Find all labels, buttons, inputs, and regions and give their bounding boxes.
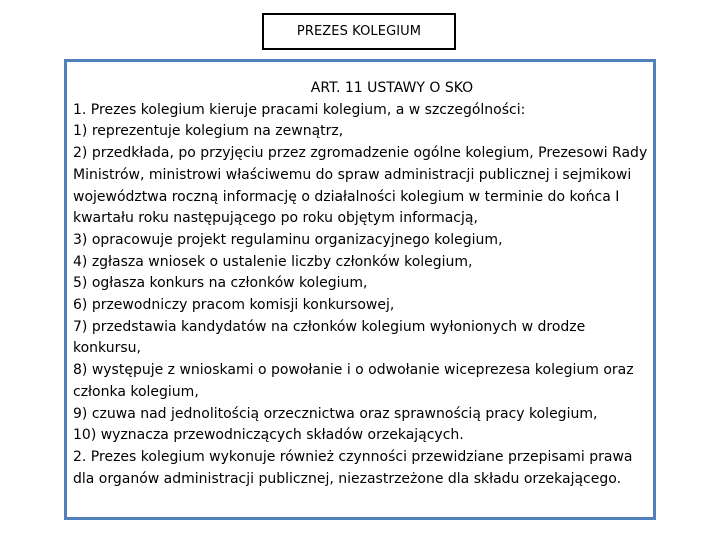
item-3: 3) opracowuje projekt regulaminu organizacyjnego kolegium,	[73, 231, 503, 248]
item-2: 2) przedkłada, po przyjęciu przez zgromadzenie ogólne kolegium, Prezesowi Rady Ministrów, ministrowi właściwemu do spraw administracji publicznej i sejmikowi województwa roczną informację o działalności kolegium w terminie do końca I kwartału roku następującego po roku objętym informacją,	[73, 145, 648, 227]
item-4: 4) zgłasza wniosek o ustalenie liczby członków kolegium,	[73, 253, 473, 270]
item-8: 8) występuje z wnioskami o powołanie i o odwołanie wiceprezesa kolegium oraz członka kolegium,	[73, 362, 634, 400]
item-7: 7) przedstawia kandydatów na członków kolegium wyłonionych w drodze konkursu,	[73, 318, 586, 357]
item-5: 5) ogłasza konkurs na członków kolegium,	[73, 275, 368, 292]
paragraph-2: 2. Prezes kolegium wykonuje również czynności przewidziane przepisami prawa dla organów administracji publicznej, niezastrzeżone dla składu orzekającego.	[73, 448, 633, 487]
item-9: 9) czuwa nad jednolitością orzecznictwa oraz sprawnością pracy kolegium,	[73, 405, 598, 422]
item-6: 6) przewodniczy pracom komisji konkursowej,	[73, 297, 395, 314]
article-heading: ART. 11 USTAWY O SKO	[310, 80, 474, 96]
paragraph-1: 1. Prezes kolegium kieruje pracami kolegium, a w szczególności:	[73, 101, 526, 118]
page-title: PREZES KOLEGIUM	[296, 24, 422, 39]
item-1: 1) reprezentuje kolegium na zewnątrz,	[73, 123, 344, 140]
title-box	[262, 13, 456, 50]
item-10: 10) wyznacza przewodniczących składów orzekających.	[73, 427, 464, 444]
article-text	[73, 78, 651, 490]
content-box	[64, 59, 656, 520]
